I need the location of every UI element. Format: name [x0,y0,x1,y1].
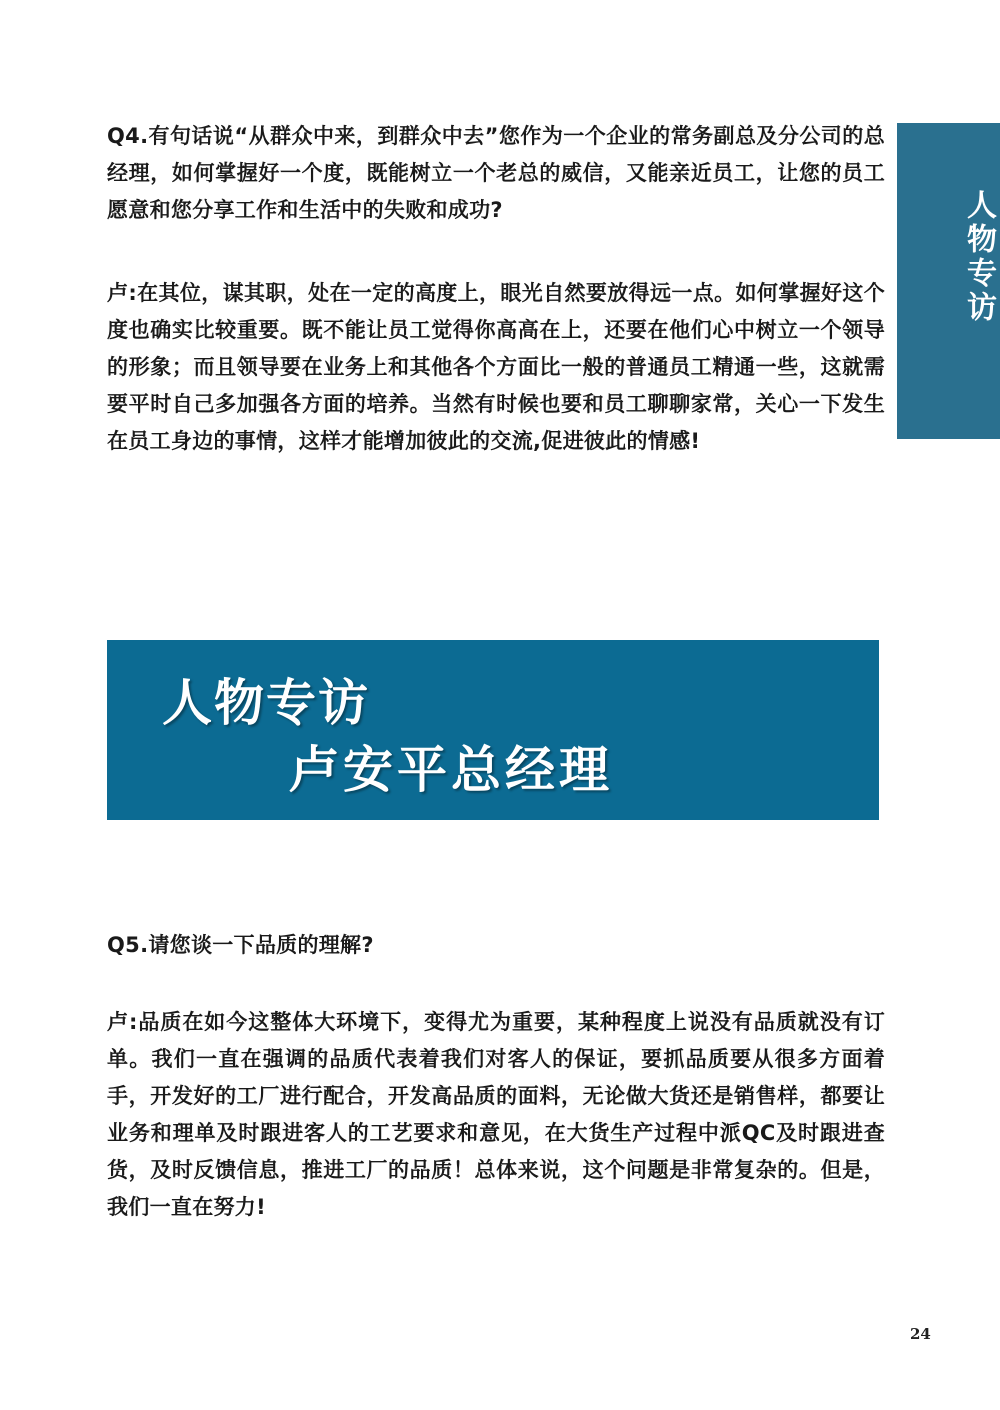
side-tab-char: 物 [961,223,996,257]
side-tab-char: 专 [961,257,996,291]
question-4: Q4.有句话说“从群众中来，到群众中去”您作为一个企业的常务副总及分公司的总经理，如何掌握好一个度，既能树立一个老总的威信，又能亲近员工，让您的员工愿意和您分享工作和生活中的失败和成功? [107,124,885,222]
banner-subtitle: 卢安平总经理 [289,740,613,799]
side-tab-char: 人 [961,189,996,223]
banner-title: 人物专访 [162,673,370,732]
answer-5: 卢:品质在如今这整体大环境下，变得尤为重要，某种程度上说没有品质就没有订单。我们一直在强调的品质代表着我们对客人的保证，要抓品质要从很多方面着手，开发好的工厂进行配合，开发高品质的面料，无论做大货还是销售样，都要让业务和理单及时跟进客人的工艺要求和意见，在大货生产过程中派QC及时跟进查货，及时反馈信息，推进工厂的品质！总体来说，这个问题是非常复杂的。但是，我们一直在努力! [107,1010,885,1219]
question-5: Q5.请您谈一下品质的理解? [107,933,374,957]
section-side-tab [897,123,1000,439]
interview-banner [107,640,879,820]
answer-4: 卢:在其位，谋其职，处在一定的高度上，眼光自然要放得远一点。如何掌握好这个度也确实比较重要。既不能让员工觉得你高高在上，还要在他们心中树立一个领导的形象；而且领导要在业务上和其他各个方面比一般的普通员工精通一些，这就需要平时自己多加强各方面的培养。当然有时候也要和员工聊聊家常，关心一下发生在员工身边的事情，这样才能增加彼此的交流,促进彼此的情感! [107,281,885,453]
page-number: 24 [910,1325,931,1343]
section-side-tab-label [897,189,1000,325]
side-tab-char: 访 [961,291,996,325]
